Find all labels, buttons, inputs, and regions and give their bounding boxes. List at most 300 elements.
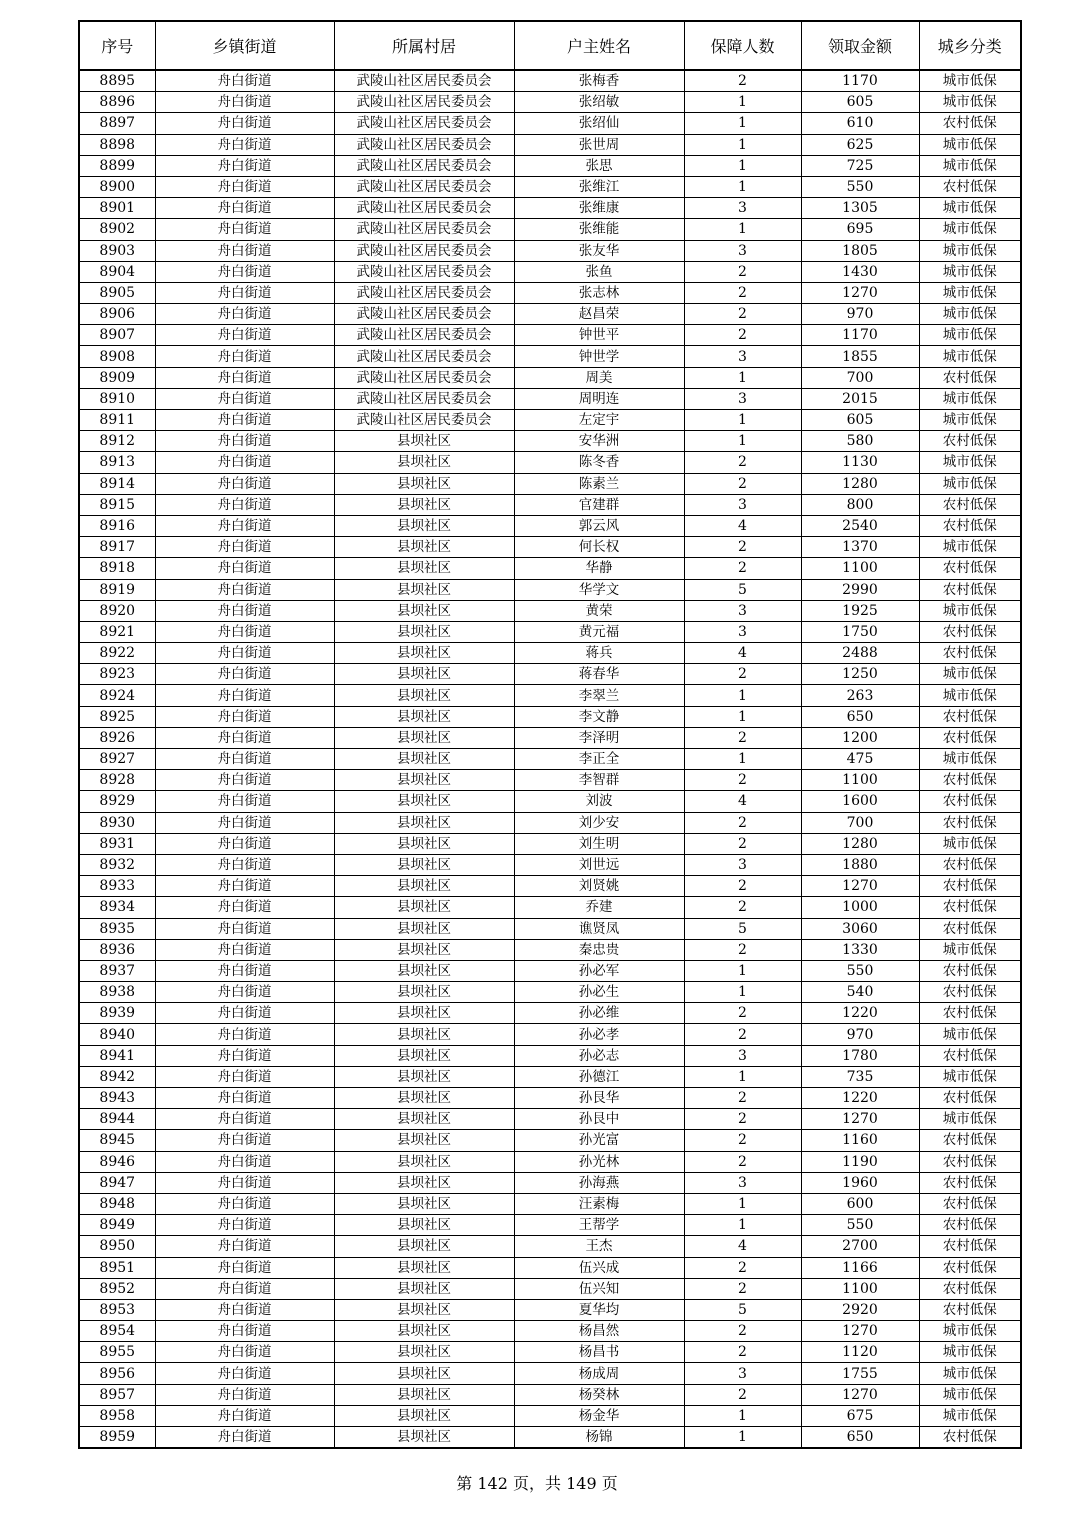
serial-cell: 8942	[79, 1066, 155, 1087]
persons-cell: 2	[684, 1257, 801, 1278]
street-cell: 舟白街道	[155, 982, 334, 1003]
amount-cell: 800	[801, 494, 919, 515]
street-cell: 舟白街道	[155, 70, 334, 92]
community-cell: 县坝社区	[334, 431, 514, 452]
amount-cell: 1200	[801, 727, 919, 748]
community-cell: 县坝社区	[334, 621, 514, 642]
category-cell: 城市低保	[919, 1405, 1021, 1426]
householder-cell: 杨昌然	[514, 1321, 684, 1342]
householder-cell: 夏华均	[514, 1299, 684, 1320]
persons-cell: 2	[684, 473, 801, 494]
persons-cell: 1	[684, 749, 801, 770]
community-cell: 武陵山社区居民委员会	[334, 176, 514, 197]
householder-cell: 杨金华	[514, 1405, 684, 1426]
table-row	[79, 1236, 1021, 1257]
community-cell: 武陵山社区居民委员会	[334, 240, 514, 261]
amount-cell: 1330	[801, 939, 919, 960]
amount-cell: 675	[801, 1405, 919, 1426]
community-cell: 县坝社区	[334, 685, 514, 706]
amount-cell: 540	[801, 982, 919, 1003]
category-cell: 城市低保	[919, 685, 1021, 706]
community-cell: 县坝社区	[334, 812, 514, 833]
householder-cell: 张友华	[514, 240, 684, 261]
amount-cell: 1170	[801, 70, 919, 92]
category-cell: 农村低保	[919, 918, 1021, 939]
serial-cell: 8929	[79, 791, 155, 812]
householder-cell: 左定宇	[514, 410, 684, 431]
category-cell: 农村低保	[919, 1299, 1021, 1320]
persons-cell: 2	[684, 452, 801, 473]
street-cell: 舟白街道	[155, 325, 334, 346]
table-row	[79, 325, 1021, 346]
community-cell: 武陵山社区居民委员会	[334, 219, 514, 240]
header-persons: 保障人数	[684, 21, 801, 70]
community-cell: 县坝社区	[334, 1215, 514, 1236]
table-row	[79, 1427, 1021, 1449]
serial-cell: 8923	[79, 664, 155, 685]
serial-cell: 8951	[79, 1257, 155, 1278]
amount-cell: 605	[801, 410, 919, 431]
persons-cell: 1	[684, 431, 801, 452]
category-cell: 城市低保	[919, 664, 1021, 685]
persons-cell: 2	[684, 537, 801, 558]
persons-cell: 3	[684, 1045, 801, 1066]
amount-cell: 1130	[801, 452, 919, 473]
amount-cell: 550	[801, 176, 919, 197]
table-row	[79, 621, 1021, 642]
persons-cell: 2	[684, 304, 801, 325]
community-cell: 县坝社区	[334, 1405, 514, 1426]
householder-cell: 张梅香	[514, 70, 684, 92]
householder-cell: 孙必生	[514, 982, 684, 1003]
category-cell: 农村低保	[919, 876, 1021, 897]
category-cell: 农村低保	[919, 1427, 1021, 1449]
street-cell: 舟白街道	[155, 643, 334, 664]
serial-cell: 8921	[79, 621, 155, 642]
category-cell: 农村低保	[919, 706, 1021, 727]
street-cell: 舟白街道	[155, 727, 334, 748]
community-cell: 县坝社区	[334, 1342, 514, 1363]
persons-cell: 5	[684, 918, 801, 939]
householder-cell: 孙必军	[514, 960, 684, 981]
householder-cell: 刘波	[514, 791, 684, 812]
category-cell: 城市低保	[919, 304, 1021, 325]
persons-cell: 2	[684, 70, 801, 92]
persons-cell: 2	[684, 812, 801, 833]
street-cell: 舟白街道	[155, 1109, 334, 1130]
amount-cell: 1220	[801, 1003, 919, 1024]
persons-cell: 4	[684, 1236, 801, 1257]
street-cell: 舟白街道	[155, 1321, 334, 1342]
serial-cell: 8952	[79, 1278, 155, 1299]
table-row	[79, 452, 1021, 473]
householder-cell: 孙光富	[514, 1130, 684, 1151]
amount-cell: 550	[801, 1215, 919, 1236]
persons-cell: 2	[684, 1024, 801, 1045]
category-cell: 城市低保	[919, 282, 1021, 303]
amount-cell: 1805	[801, 240, 919, 261]
householder-cell: 黄元福	[514, 621, 684, 642]
street-cell: 舟白街道	[155, 1066, 334, 1087]
amount-cell: 1100	[801, 1278, 919, 1299]
householder-cell: 华静	[514, 558, 684, 579]
amount-cell: 1960	[801, 1172, 919, 1193]
community-cell: 武陵山社区居民委员会	[334, 92, 514, 113]
community-cell: 武陵山社区居民委员会	[334, 198, 514, 219]
category-cell: 农村低保	[919, 897, 1021, 918]
persons-cell: 1	[684, 1193, 801, 1214]
category-cell: 农村低保	[919, 515, 1021, 536]
category-cell: 城市低保	[919, 155, 1021, 176]
table-row	[79, 579, 1021, 600]
street-cell: 舟白街道	[155, 1045, 334, 1066]
householder-cell: 蒋兵	[514, 643, 684, 664]
category-cell: 农村低保	[919, 643, 1021, 664]
amount-cell: 1880	[801, 854, 919, 875]
street-cell: 舟白街道	[155, 1278, 334, 1299]
serial-cell: 8910	[79, 388, 155, 409]
table-row	[79, 643, 1021, 664]
persons-cell: 5	[684, 1299, 801, 1320]
householder-cell: 张维康	[514, 198, 684, 219]
householder-cell: 孙必孝	[514, 1024, 684, 1045]
table-row	[79, 1342, 1021, 1363]
persons-cell: 1	[684, 982, 801, 1003]
serial-cell: 8934	[79, 897, 155, 918]
street-cell: 舟白街道	[155, 1236, 334, 1257]
serial-cell: 8925	[79, 706, 155, 727]
community-cell: 武陵山社区居民委员会	[334, 155, 514, 176]
serial-cell: 8930	[79, 812, 155, 833]
amount-cell: 2920	[801, 1299, 919, 1320]
persons-cell: 1	[684, 960, 801, 981]
amount-cell: 1270	[801, 282, 919, 303]
table-row	[79, 685, 1021, 706]
community-cell: 县坝社区	[334, 1109, 514, 1130]
persons-cell: 2	[684, 664, 801, 685]
category-cell: 农村低保	[919, 1088, 1021, 1109]
community-cell: 县坝社区	[334, 1066, 514, 1087]
category-cell: 城市低保	[919, 410, 1021, 431]
table-row	[79, 134, 1021, 155]
street-cell: 舟白街道	[155, 1342, 334, 1363]
street-cell: 舟白街道	[155, 410, 334, 431]
amount-cell: 1925	[801, 600, 919, 621]
serial-cell: 8950	[79, 1236, 155, 1257]
serial-cell: 8940	[79, 1024, 155, 1045]
header-row	[79, 21, 1021, 70]
street-cell: 舟白街道	[155, 515, 334, 536]
category-cell: 农村低保	[919, 1045, 1021, 1066]
serial-cell: 8937	[79, 960, 155, 981]
amount-cell: 580	[801, 431, 919, 452]
householder-cell: 钟世学	[514, 346, 684, 367]
table-row	[79, 939, 1021, 960]
community-cell: 县坝社区	[334, 854, 514, 875]
persons-cell: 1	[684, 685, 801, 706]
householder-cell: 李翠兰	[514, 685, 684, 706]
householder-cell: 伍兴成	[514, 1257, 684, 1278]
serial-cell: 8916	[79, 515, 155, 536]
community-cell: 县坝社区	[334, 960, 514, 981]
community-cell: 武陵山社区居民委员会	[334, 70, 514, 92]
street-cell: 舟白街道	[155, 791, 334, 812]
persons-cell: 1	[684, 706, 801, 727]
persons-cell: 3	[684, 240, 801, 261]
amount-cell: 1190	[801, 1151, 919, 1172]
amount-cell: 1750	[801, 621, 919, 642]
table-row	[79, 982, 1021, 1003]
street-cell: 舟白街道	[155, 1299, 334, 1320]
persons-cell: 2	[684, 1321, 801, 1342]
amount-cell: 1220	[801, 1088, 919, 1109]
community-cell: 县坝社区	[334, 494, 514, 515]
persons-cell: 3	[684, 346, 801, 367]
amount-cell: 1780	[801, 1045, 919, 1066]
street-cell: 舟白街道	[155, 664, 334, 685]
street-cell: 舟白街道	[155, 388, 334, 409]
amount-cell: 2015	[801, 388, 919, 409]
serial-cell: 8907	[79, 325, 155, 346]
street-cell: 舟白街道	[155, 176, 334, 197]
category-cell: 城市低保	[919, 388, 1021, 409]
street-cell: 舟白街道	[155, 113, 334, 134]
table-row	[79, 198, 1021, 219]
serial-cell: 8954	[79, 1321, 155, 1342]
header-householder: 户主姓名	[514, 21, 684, 70]
householder-cell: 张志林	[514, 282, 684, 303]
street-cell: 舟白街道	[155, 1215, 334, 1236]
table-row	[79, 1193, 1021, 1214]
street-cell: 舟白街道	[155, 219, 334, 240]
amount-cell: 1250	[801, 664, 919, 685]
householder-cell: 孙艮华	[514, 1088, 684, 1109]
community-cell: 武陵山社区居民委员会	[334, 346, 514, 367]
persons-cell: 3	[684, 621, 801, 642]
category-cell: 农村低保	[919, 367, 1021, 388]
header-serial: 序号	[79, 21, 155, 70]
table-row	[79, 1215, 1021, 1236]
persons-cell: 1	[684, 113, 801, 134]
amount-cell: 2990	[801, 579, 919, 600]
street-cell: 舟白街道	[155, 367, 334, 388]
serial-cell: 8914	[79, 473, 155, 494]
persons-cell: 1	[684, 176, 801, 197]
amount-cell: 1280	[801, 473, 919, 494]
community-cell: 县坝社区	[334, 939, 514, 960]
community-cell: 县坝社区	[334, 727, 514, 748]
community-cell: 县坝社区	[334, 876, 514, 897]
street-cell: 舟白街道	[155, 240, 334, 261]
amount-cell: 1855	[801, 346, 919, 367]
serial-cell: 8897	[79, 113, 155, 134]
table-row	[79, 749, 1021, 770]
persons-cell: 1	[684, 1215, 801, 1236]
table-row	[79, 876, 1021, 897]
community-cell: 县坝社区	[334, 600, 514, 621]
serial-cell: 8895	[79, 70, 155, 92]
category-cell: 农村低保	[919, 1172, 1021, 1193]
serial-cell: 8919	[79, 579, 155, 600]
table-row	[79, 1405, 1021, 1426]
amount-cell: 970	[801, 304, 919, 325]
street-cell: 舟白街道	[155, 198, 334, 219]
community-cell: 县坝社区	[334, 643, 514, 664]
table-row	[79, 240, 1021, 261]
serial-cell: 8904	[79, 261, 155, 282]
householder-cell: 孙德江	[514, 1066, 684, 1087]
category-cell: 农村低保	[919, 113, 1021, 134]
table-row	[79, 833, 1021, 854]
amount-cell: 970	[801, 1024, 919, 1045]
street-cell: 舟白街道	[155, 939, 334, 960]
serial-cell: 8909	[79, 367, 155, 388]
community-cell: 县坝社区	[334, 1088, 514, 1109]
table-body	[79, 70, 1021, 1448]
table-row	[79, 515, 1021, 536]
street-cell: 舟白街道	[155, 1193, 334, 1214]
persons-cell: 5	[684, 579, 801, 600]
householder-cell: 张维江	[514, 176, 684, 197]
street-cell: 舟白街道	[155, 1427, 334, 1449]
amount-cell: 1305	[801, 198, 919, 219]
serial-cell: 8941	[79, 1045, 155, 1066]
amount-cell: 735	[801, 1066, 919, 1087]
householder-cell: 孙光林	[514, 1151, 684, 1172]
category-cell: 城市低保	[919, 92, 1021, 113]
persons-cell: 3	[684, 854, 801, 875]
persons-cell: 2	[684, 1278, 801, 1299]
serial-cell: 8931	[79, 833, 155, 854]
community-cell: 县坝社区	[334, 1236, 514, 1257]
table-row	[79, 473, 1021, 494]
serial-cell: 8943	[79, 1088, 155, 1109]
table-row	[79, 176, 1021, 197]
persons-cell: 3	[684, 388, 801, 409]
street-cell: 舟白街道	[155, 1405, 334, 1426]
street-cell: 舟白街道	[155, 749, 334, 770]
persons-cell: 2	[684, 282, 801, 303]
householder-cell: 刘贤姚	[514, 876, 684, 897]
serial-cell: 8928	[79, 770, 155, 791]
amount-cell: 625	[801, 134, 919, 155]
category-cell: 城市低保	[919, 240, 1021, 261]
community-cell: 县坝社区	[334, 537, 514, 558]
amount-cell: 2488	[801, 643, 919, 664]
table-row	[79, 1172, 1021, 1193]
householder-cell: 周美	[514, 367, 684, 388]
community-cell: 武陵山社区居民委员会	[334, 410, 514, 431]
persons-cell: 2	[684, 1088, 801, 1109]
amount-cell: 725	[801, 155, 919, 176]
table-row	[79, 1130, 1021, 1151]
householder-cell: 刘生明	[514, 833, 684, 854]
street-cell: 舟白街道	[155, 1363, 334, 1384]
persons-cell: 2	[684, 1384, 801, 1405]
street-cell: 舟白街道	[155, 770, 334, 791]
persons-cell: 2	[684, 1151, 801, 1172]
street-cell: 舟白街道	[155, 1151, 334, 1172]
category-cell: 城市低保	[919, 749, 1021, 770]
category-cell: 农村低保	[919, 812, 1021, 833]
householder-cell: 赵昌荣	[514, 304, 684, 325]
street-cell: 舟白街道	[155, 685, 334, 706]
persons-cell: 2	[684, 1342, 801, 1363]
table-row	[79, 600, 1021, 621]
table-row	[79, 431, 1021, 452]
table-row	[79, 388, 1021, 409]
community-cell: 县坝社区	[334, 1151, 514, 1172]
street-cell: 舟白街道	[155, 1088, 334, 1109]
category-cell: 城市低保	[919, 1109, 1021, 1130]
table-row	[79, 791, 1021, 812]
persons-cell: 2	[684, 1130, 801, 1151]
category-cell: 农村低保	[919, 558, 1021, 579]
householder-cell: 郭云风	[514, 515, 684, 536]
serial-cell: 8922	[79, 643, 155, 664]
householder-cell: 周明连	[514, 388, 684, 409]
community-cell: 武陵山社区居民委员会	[334, 388, 514, 409]
amount-cell: 1000	[801, 897, 919, 918]
amount-cell: 695	[801, 219, 919, 240]
amount-cell: 550	[801, 960, 919, 981]
category-cell: 城市低保	[919, 600, 1021, 621]
community-cell: 县坝社区	[334, 452, 514, 473]
amount-cell: 2700	[801, 1236, 919, 1257]
amount-cell: 600	[801, 1193, 919, 1214]
category-cell: 城市低保	[919, 219, 1021, 240]
community-cell: 武陵山社区居民委员会	[334, 134, 514, 155]
persons-cell: 3	[684, 600, 801, 621]
householder-cell: 杨癸林	[514, 1384, 684, 1405]
serial-cell: 8955	[79, 1342, 155, 1363]
table-row	[79, 664, 1021, 685]
serial-cell: 8908	[79, 346, 155, 367]
serial-cell: 8920	[79, 600, 155, 621]
persons-cell: 1	[684, 410, 801, 431]
serial-cell: 8898	[79, 134, 155, 155]
persons-cell: 2	[684, 325, 801, 346]
category-cell: 农村低保	[919, 1003, 1021, 1024]
serial-cell: 8957	[79, 1384, 155, 1405]
category-cell: 城市低保	[919, 346, 1021, 367]
serial-cell: 8939	[79, 1003, 155, 1024]
householder-cell: 伍兴知	[514, 1278, 684, 1299]
serial-cell: 8958	[79, 1405, 155, 1426]
serial-cell: 8927	[79, 749, 155, 770]
householder-cell: 谯贤凤	[514, 918, 684, 939]
persons-cell: 2	[684, 876, 801, 897]
serial-cell: 8944	[79, 1109, 155, 1130]
householder-cell: 张维能	[514, 219, 684, 240]
householder-cell: 杨昌书	[514, 1342, 684, 1363]
householder-cell: 张绍仙	[514, 113, 684, 134]
community-cell: 县坝社区	[334, 1257, 514, 1278]
table-row	[79, 113, 1021, 134]
street-cell: 舟白街道	[155, 134, 334, 155]
page-footer: 第 142 页，共 149 页	[456, 1474, 618, 1493]
header-amount: 领取金额	[801, 21, 919, 70]
table-row	[79, 346, 1021, 367]
persons-cell: 2	[684, 833, 801, 854]
persons-cell: 1	[684, 92, 801, 113]
serial-cell: 8913	[79, 452, 155, 473]
street-cell: 舟白街道	[155, 92, 334, 113]
householder-cell: 刘世远	[514, 854, 684, 875]
table-row	[79, 1384, 1021, 1405]
category-cell: 城市低保	[919, 134, 1021, 155]
amount-cell: 1170	[801, 325, 919, 346]
